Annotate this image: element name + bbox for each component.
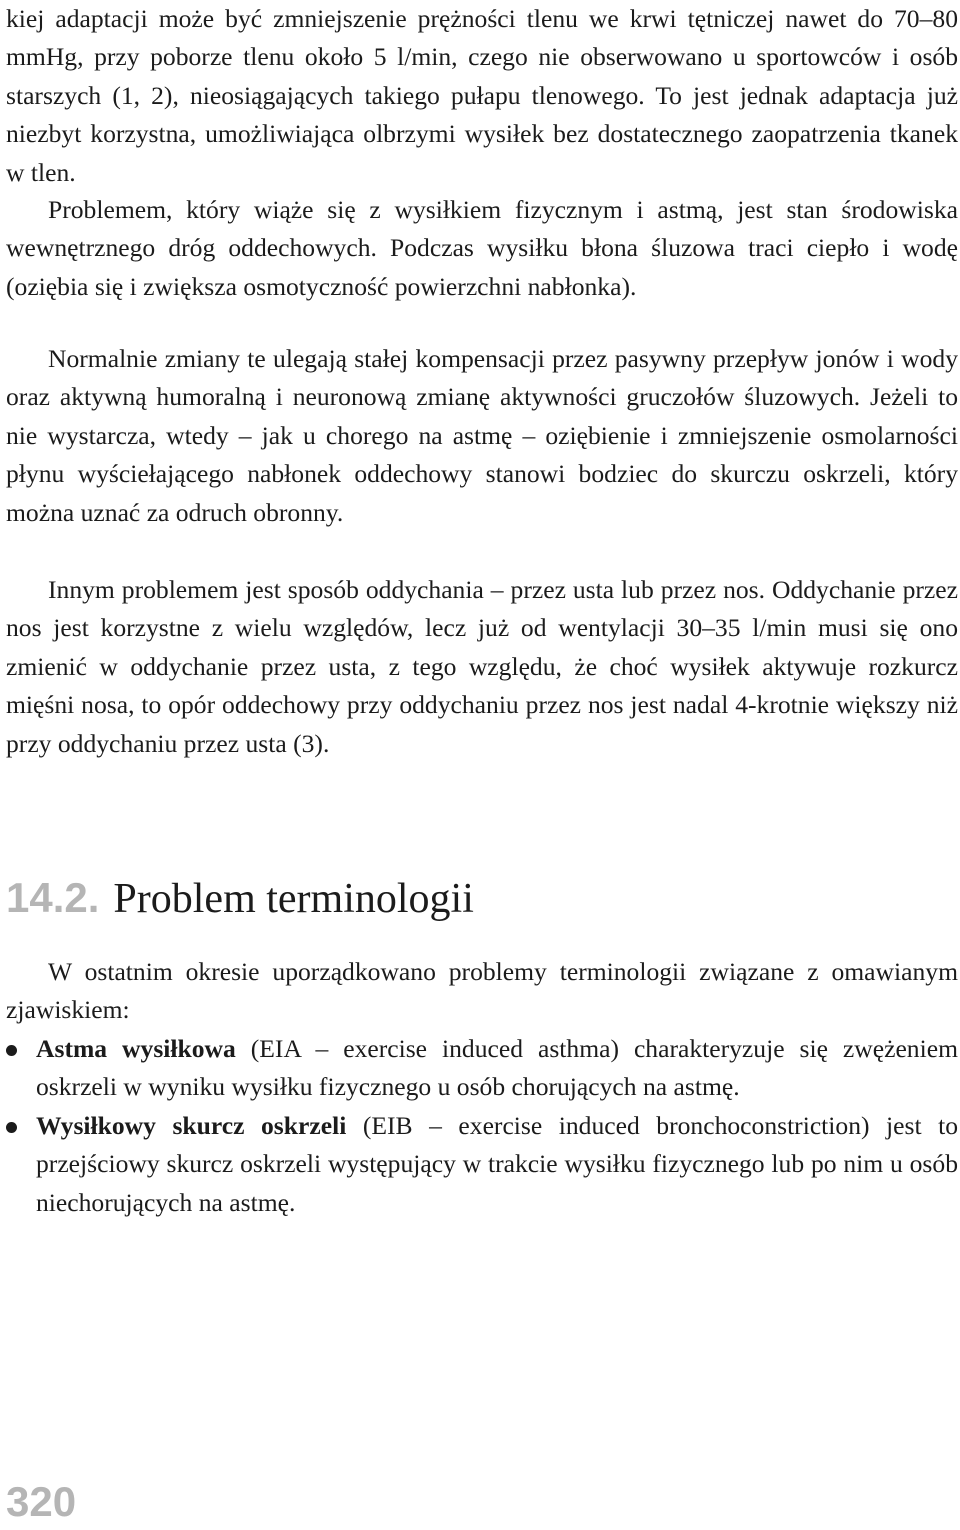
- section-number: 14.2.: [6, 874, 100, 921]
- term-description: (EIB – exercise induced bronchoconstriction) jest to przejściowy skurcz oskrzeli występujący w trakcie wysiłku fizycznego lub po nim u osób niechorujących na astmę.: [36, 1110, 958, 1217]
- section-intro: W ostatnim okresie uporządkowano problemy terminologii związane z omawianym zjawiskiem:: [6, 957, 958, 1025]
- paragraph-airway-environment: Problemem, który wiąże się z wysiłkiem fizycznym i astmą, jest stan środowiska wewnętrznego dróg oddechowych. Podczas wysiłku błona śluzowa traci ciepło i wodę (oziębia się i zwiększa osmotyczność powierzchni nabłonka).: [6, 195, 958, 301]
- paragraph-continuation: kiej adaptacji może być zmniejszenie prężności tlenu we krwi tętniczej nawet do 70–80 mmHg, przy poborze tlenu około 5 l/min, czego nie obserwowano u sportowców i osób starszych (1, 2), nieosiągających takiego pułapu tlenowego. To jest jednak adaptacja już niezbyt korzystna, umożliwiająca olbrzymi wysiłek bez dostatecznego zaopatrzenia tkanek w tlen.: [6, 4, 958, 187]
- term-label: Wysiłkowy skurcz oskrzeli: [36, 1110, 347, 1140]
- terminology-list: [6, 1030, 958, 1222]
- list-item: [6, 1030, 958, 1107]
- bullet-icon: [6, 1045, 17, 1056]
- bullet-icon: [6, 1122, 17, 1133]
- paragraph-breathing-method: Innym problemem jest sposób oddychania – przez usta lub przez nos. Oddychanie przez nos jest korzystne z wielu względów, lecz już od wentylacji 30–35 l/min musi się ono zmienić w oddychanie przez usta, z tego względu, że choć wysiłek aktywuje rozkurcz mięśni nosa, to opór oddechowy przy oddychaniu przez nos jest nadal 4-krotnie większy niż przy oddychaniu przez usta (3).: [6, 575, 958, 758]
- term-description: (EIA – exercise induced asthma) charakteryzuje się zwężeniem oskrzeli w wyniku wysiłku fizycznego u osób chorujących na astmę.: [36, 1034, 958, 1102]
- section-heading: [6, 868, 474, 929]
- page-number: 320: [6, 1478, 77, 1525]
- section-title: Problem terminologii: [113, 876, 474, 922]
- paragraph-compensation: Normalnie zmiany te ulegają stałej kompensacji przez pasywny przepływ jonów i wody oraz aktywną humoralną i neuronową zmianę aktywności gruczołów śluzowych. Jeżeli to nie wystarcza, wtedy – jak u chorego na astmę – oziębienie i zmniejszenie osmolarności płynu wyściełającego nabłonek oddechowy stanowi bodziec do skurczu oskrzeli, który można uznać za odruch obronny.: [6, 344, 958, 527]
- list-item: [6, 1107, 958, 1222]
- term-label: Astma wysiłkowa: [36, 1034, 236, 1063]
